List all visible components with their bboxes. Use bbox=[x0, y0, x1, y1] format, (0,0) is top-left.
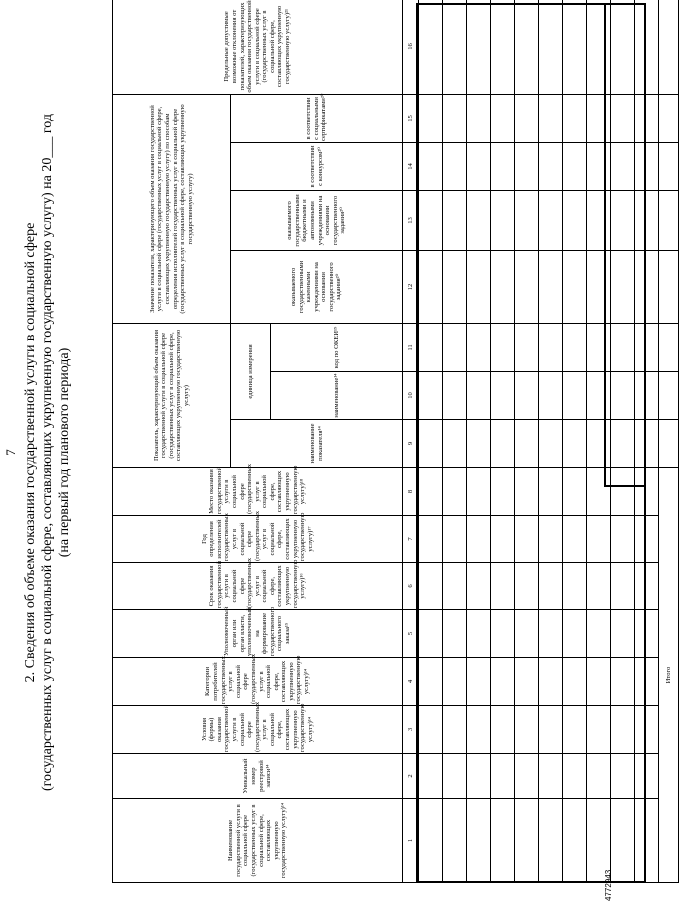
column-number: 14 bbox=[403, 142, 419, 190]
title-line-1: 2. Сведения об объеме оказания государственной услуги в социальной сфере bbox=[23, 222, 38, 683]
column-number: 8 bbox=[403, 468, 419, 516]
title-line-2: (государственных услуг в социальной сфере, составляющих укрупненную государственную услугу) на 20___ год bbox=[40, 114, 55, 791]
column-number: 10 bbox=[403, 372, 419, 420]
column-number: 1 bbox=[403, 799, 419, 883]
header-col-3: Условия (формы) оказания государственной услуги в социальной сфере (государственных услуг в социальной сфере, составляющих укрупненную государственную услугу)¹⁴ bbox=[113, 706, 403, 754]
header-group-9-11: Показатель, характеризующий объем оказания государственной услуги в социальной сфере (государственных услуг в социальной сфере, составляющих укрупненную государственную услугу) bbox=[113, 323, 231, 467]
header-col-2: Уникальный номер реестровой записи¹⁴ bbox=[113, 754, 403, 799]
section-title bbox=[22, 60, 73, 845]
title-line-3: (на первый год планового периода) bbox=[57, 347, 72, 558]
column-number: 2 bbox=[403, 754, 419, 799]
header-col-11: код по ОКЕИ¹⁹ bbox=[271, 323, 403, 371]
table-cell[interactable] bbox=[659, 420, 679, 468]
total-values-outline bbox=[604, 3, 646, 487]
header-col-9: наименование показателя¹⁴ bbox=[231, 420, 403, 468]
header-group-12-15: Значение показателя, характеризующего объем оказания государственной услуги в социальной сфере (государственных услуг в социальной сфере, составляющих укрупненную государственную услугу) по способам определения исполнителей государственных услуг в социальной сфере (государственных услуг в социальной сфере, составляющих укрупненную государственную услугу) bbox=[113, 94, 231, 323]
table-cell[interactable] bbox=[659, 372, 679, 420]
header-col-14: в соответствии с конкурсом²⁰ bbox=[231, 142, 403, 190]
document-id: 4772943 bbox=[604, 869, 613, 901]
header-col-1: Наименование государственной услуги в социальной сфере (государственных услуг в социальной сфере, составляющих укрупненную государственную услугу)¹⁴ bbox=[113, 799, 403, 883]
header-col-6: Срок оказания государственной услуги в социальной сфере (государственных услуг в социальной сфере, составляющих укрупненную государственную услугу)¹⁶ bbox=[113, 563, 403, 610]
table-cell[interactable] bbox=[659, 250, 679, 323]
header-col-16: Предельные допустимые возможные отклонения от показателей, характеризующих объем оказания государственной услуги в социальной сфере (государственных услуг в социальной сфере, составляющих укрупненную государственную услугу)²¹ bbox=[113, 0, 403, 94]
table-cell[interactable] bbox=[659, 0, 679, 94]
column-number: 13 bbox=[403, 190, 419, 250]
table-cell[interactable] bbox=[659, 94, 679, 142]
header-col-7: Год определения исполнителей государственных услуг в социальной сфере (государственных услуг в социальной сфере, составляющих укрупненную государственную услугу)¹⁷ bbox=[113, 516, 403, 563]
column-number: 3 bbox=[403, 706, 419, 754]
column-number: 5 bbox=[403, 610, 419, 658]
column-number: 12 bbox=[403, 250, 419, 323]
column-number: 4 bbox=[403, 658, 419, 706]
header-col-12: оказываемого государственными казенными учреждениями на основании государственного задания²⁰ bbox=[231, 250, 403, 323]
total-label: Итого bbox=[659, 468, 679, 883]
header-col-4: Категории потребителей государственных услуг в социальной сфере (государственных услуг в социальной сфере, составляющих укрупненную государственную услугу)¹⁴ bbox=[113, 658, 403, 706]
column-number: 9 bbox=[403, 420, 419, 468]
total-row bbox=[659, 0, 679, 883]
header-col-5: Уполномоченный орган или орган власти, уполномоченный на формирование государственного социального заказа¹⁵ bbox=[113, 610, 403, 658]
column-number: 16 bbox=[403, 0, 419, 94]
header-col-15: в соответствии с социальными сертификатами²⁰ bbox=[231, 94, 403, 142]
page-number: 7 bbox=[3, 449, 18, 456]
table-cell[interactable] bbox=[659, 323, 679, 371]
header-col-8: Место оказания государственной услуги в социальной сфере (государственных услуг в социальной сфере, составляющих укрупненную государственную услугу)¹⁸ bbox=[113, 468, 403, 516]
header-col-10: наименование¹⁴ bbox=[271, 372, 403, 420]
column-number: 7 bbox=[403, 516, 419, 563]
column-number: 15 bbox=[403, 94, 419, 142]
column-number: 6 bbox=[403, 563, 419, 610]
header-col-13: оказываемого государственными бюджетными и автономными учреждениями на основании государственного задания²⁰ bbox=[231, 190, 403, 250]
header-group-10-11: единица измерения bbox=[231, 323, 271, 419]
table-cell[interactable] bbox=[659, 190, 679, 250]
column-number: 11 bbox=[403, 323, 419, 371]
table-cell[interactable] bbox=[659, 142, 679, 190]
